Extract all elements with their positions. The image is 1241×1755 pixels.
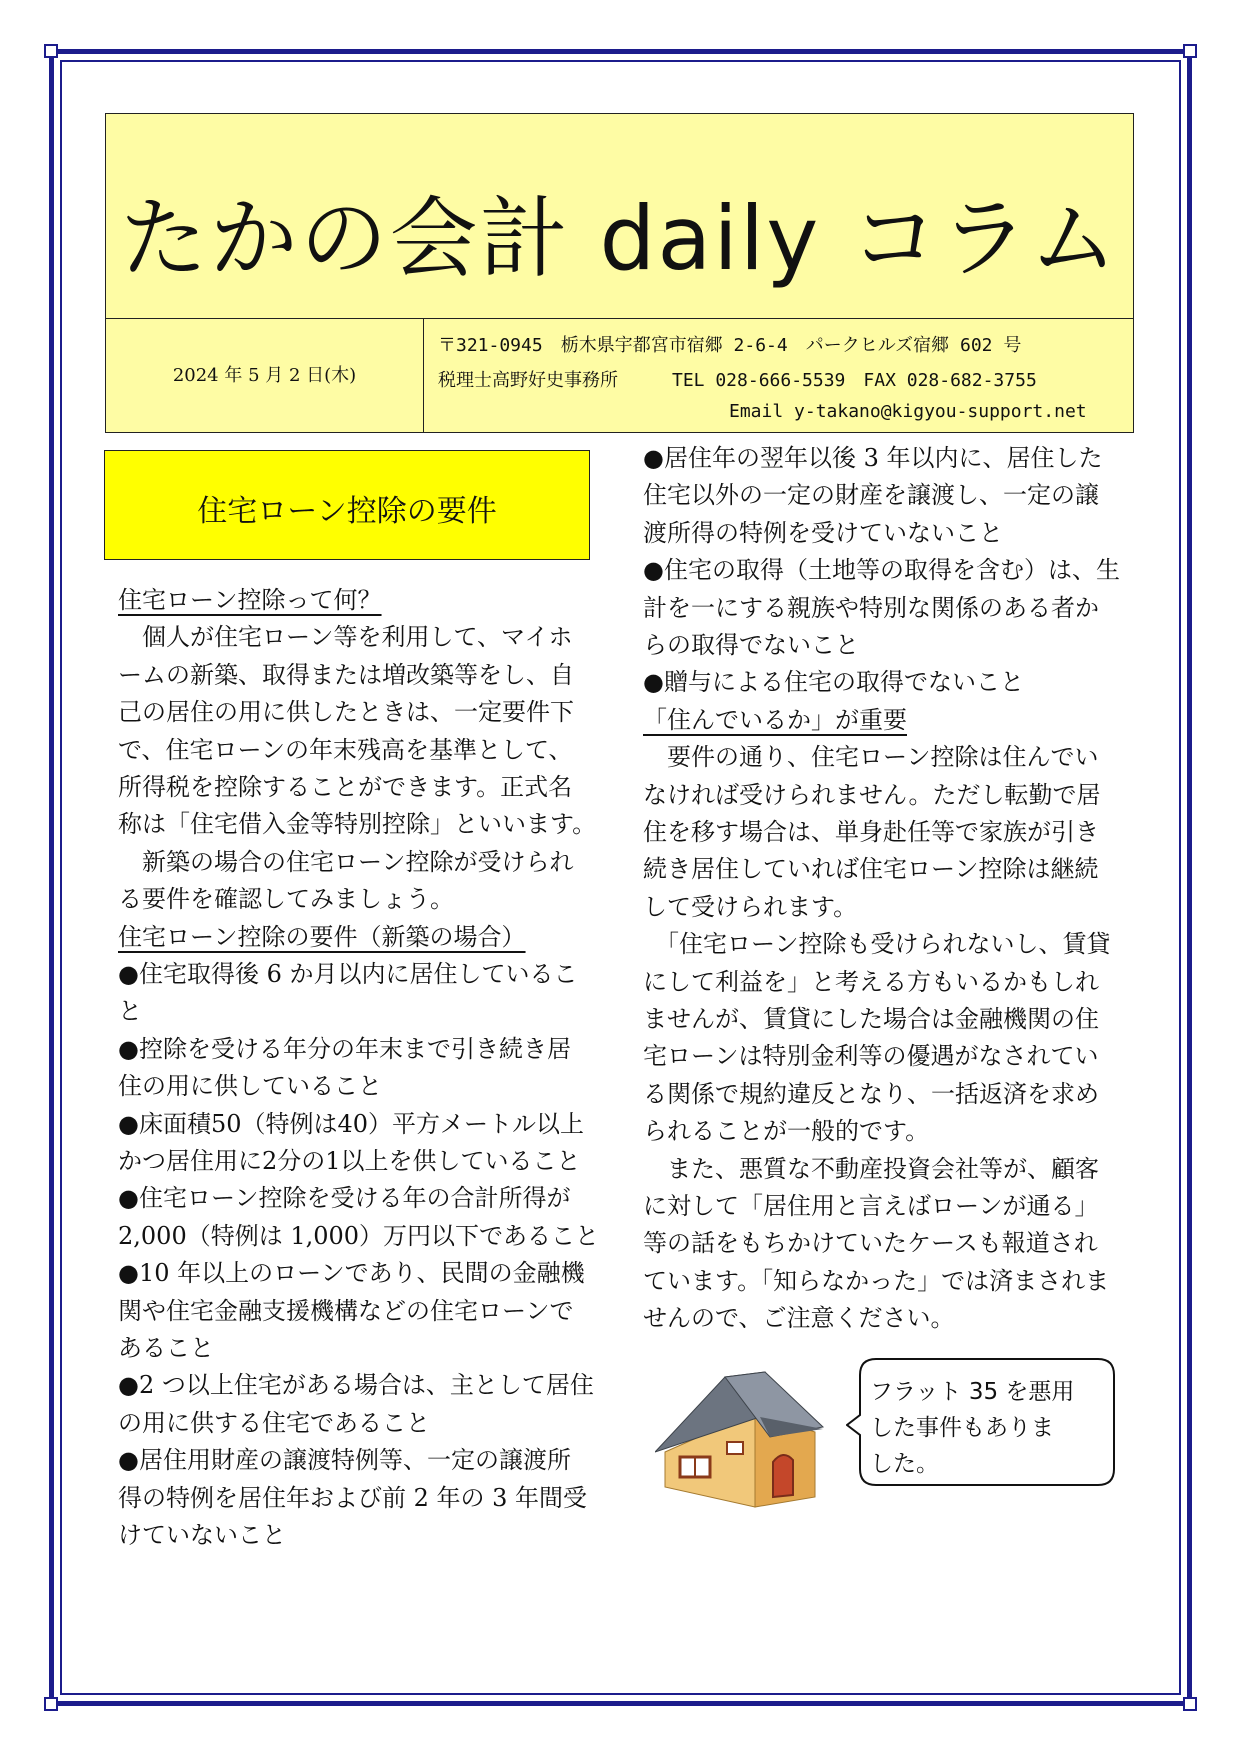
body-text-line: ●10 年以上のローンであり、民間の金融機	[118, 1259, 585, 1288]
house-icon	[655, 1357, 825, 1517]
corner-ornament	[44, 1697, 58, 1711]
body-text-line: ●住宅ローン控除を受ける年の合計所得が	[118, 1184, 571, 1213]
body-text-line: 「住宅ローン控除も受けられないし、賃貸	[643, 930, 1111, 959]
speech-bubble-line: した。	[870, 1451, 939, 1477]
body-text-line: 渡所得の特例を受けていないこと	[643, 518, 1003, 547]
body-text-line: また、悪質な不動産投資会社等が、顧客	[643, 1154, 1099, 1183]
contact-info	[424, 319, 1133, 432]
body-text-line: けていないこと	[118, 1521, 286, 1549]
corner-ornament	[44, 44, 58, 58]
body-text-line: ●住宅の取得（土地等の取得を含む）は、生	[643, 556, 1120, 585]
body-text-line: にして利益を」と考える方もいるかもしれ	[643, 967, 1099, 996]
body-text-line: せんので、ご注意ください。	[643, 1304, 955, 1333]
body-text-line: ●居住年の翌年以後 3 年以内に、居住した	[643, 444, 1103, 472]
body-text-line: ています。「知らなかった」では済まされま	[643, 1266, 1110, 1295]
body-text-line: 称は「住宅借入金等特別控除」といいます。	[118, 810, 597, 839]
body-text-line: らの取得でないこと	[643, 631, 859, 659]
office-address: 〒321-0945 栃木県宇都宮市宿郷 2-6-4 パークヒルズ宿郷 602 号	[438, 335, 1022, 356]
section-title: 住宅ローン控除の要件	[197, 494, 497, 529]
body-text-line: あること	[118, 1334, 214, 1362]
section-title-box	[104, 450, 590, 560]
newsletter-title: たかの会計 daily コラム	[119, 187, 1120, 290]
speech-bubble-line: フラット 35 を悪用	[870, 1379, 1075, 1405]
subheading: 「住んでいるか」が重要	[643, 705, 907, 734]
corner-ornament	[1183, 1697, 1197, 1711]
body-text-line: ●住宅取得後 6 か月以内に居住しているこ	[118, 960, 578, 988]
body-text-line: ●贈与による住宅の取得でないこと	[643, 668, 1024, 697]
body-text-line: 関や住宅金融支援機構などの住宅ローンで	[118, 1296, 574, 1325]
newsletter-header	[105, 113, 1134, 433]
body-text-line: ●居住用財産の譲渡特例等、一定の譲渡所	[118, 1446, 571, 1475]
body-text-line: ームの新築、取得または増改築等をし、自	[118, 660, 574, 689]
body-text-line: 住の用に供していること	[118, 1072, 382, 1101]
body-text-line: で、住宅ローンの年末残高を基準として、	[118, 735, 573, 764]
office-tel-fax: 税理士高野好史事務所 TEL 028-666-5539 FAX 028-682-3755	[438, 370, 1037, 391]
body-text-line: して受けられます。	[643, 892, 858, 921]
body-text-line: 住を移す場合は、単身赴任等で家族が引き	[643, 818, 1099, 846]
body-text-line: 新築の場合の住宅ローン控除が受けられ	[118, 847, 574, 876]
body-text-line: 宅ローンは特別金利等の優遇がなされてい	[643, 1042, 1099, 1071]
body-text-line: 2,000（特例は 1,000）万円以下であること	[118, 1221, 600, 1250]
body-text-line: ●控除を受ける年分の年末まで引き続き居	[118, 1034, 571, 1063]
body-text-line: 続き居住していれば住宅ローン控除は継続	[643, 855, 1099, 884]
subheading: 住宅ローン控除の要件（新築の場合）	[118, 922, 526, 951]
subheading: 住宅ローン控除って何？	[118, 586, 382, 614]
date-cell	[106, 319, 424, 432]
body-text-line: に対して「居住用と言えばローンが通る」	[643, 1192, 1099, 1220]
body-text-line: 得の特例を居住年および前 2 年の 3 年間受	[118, 1483, 588, 1512]
body-text-line: られることが一般的です。	[643, 1117, 930, 1146]
title-row	[106, 114, 1133, 319]
body-text-line: 己の居住の用に供したときは、一定要件下	[118, 698, 574, 727]
body-text-line: ●2 つ以上住宅がある場合は、主として居住	[118, 1371, 594, 1400]
issue-date: 2024 年 5 月 2 日(木)	[172, 365, 357, 386]
body-text-line: 要件の通り、住宅ローン控除は住んでい	[643, 743, 1099, 772]
body-text-line: 所得税を控除することができます。正式名	[118, 773, 573, 801]
body-text-line: 等の話をもちかけていたケースも報道され	[643, 1229, 1098, 1258]
corner-ornament	[1183, 44, 1197, 58]
body-text-line: 個人が住宅ローン等を利用して、マイホ	[118, 623, 573, 652]
body-text-line: と	[118, 997, 142, 1026]
body-text-line: ●床面積50（特例は40）平方メートル以上	[118, 1109, 585, 1138]
body-text-line: ませんが、賃貸にした場合は金融機関の住	[643, 1005, 1099, 1033]
body-text-line: 計を一にする親族や特別な関係のある者か	[643, 593, 1099, 622]
office-email: Email y-takano@kigyou-support.net	[729, 401, 1087, 422]
speech-bubble-line: した事件もありま	[870, 1415, 1054, 1441]
body-text-line: る要件を確認してみましょう。	[118, 885, 454, 914]
body-text-line: なければ受けられません。ただし転勤で居	[643, 780, 1101, 809]
body-text-line: 住宅以外の一定の財産を譲渡し、一定の譲	[643, 481, 1099, 510]
body-text-line: る関係で規約違反となり、一括返済を求め	[643, 1079, 1099, 1108]
body-text-line: の用に供する住宅であること	[118, 1408, 430, 1437]
body-text-line: かつ居住用に2分の1以上を供していること	[118, 1147, 581, 1175]
